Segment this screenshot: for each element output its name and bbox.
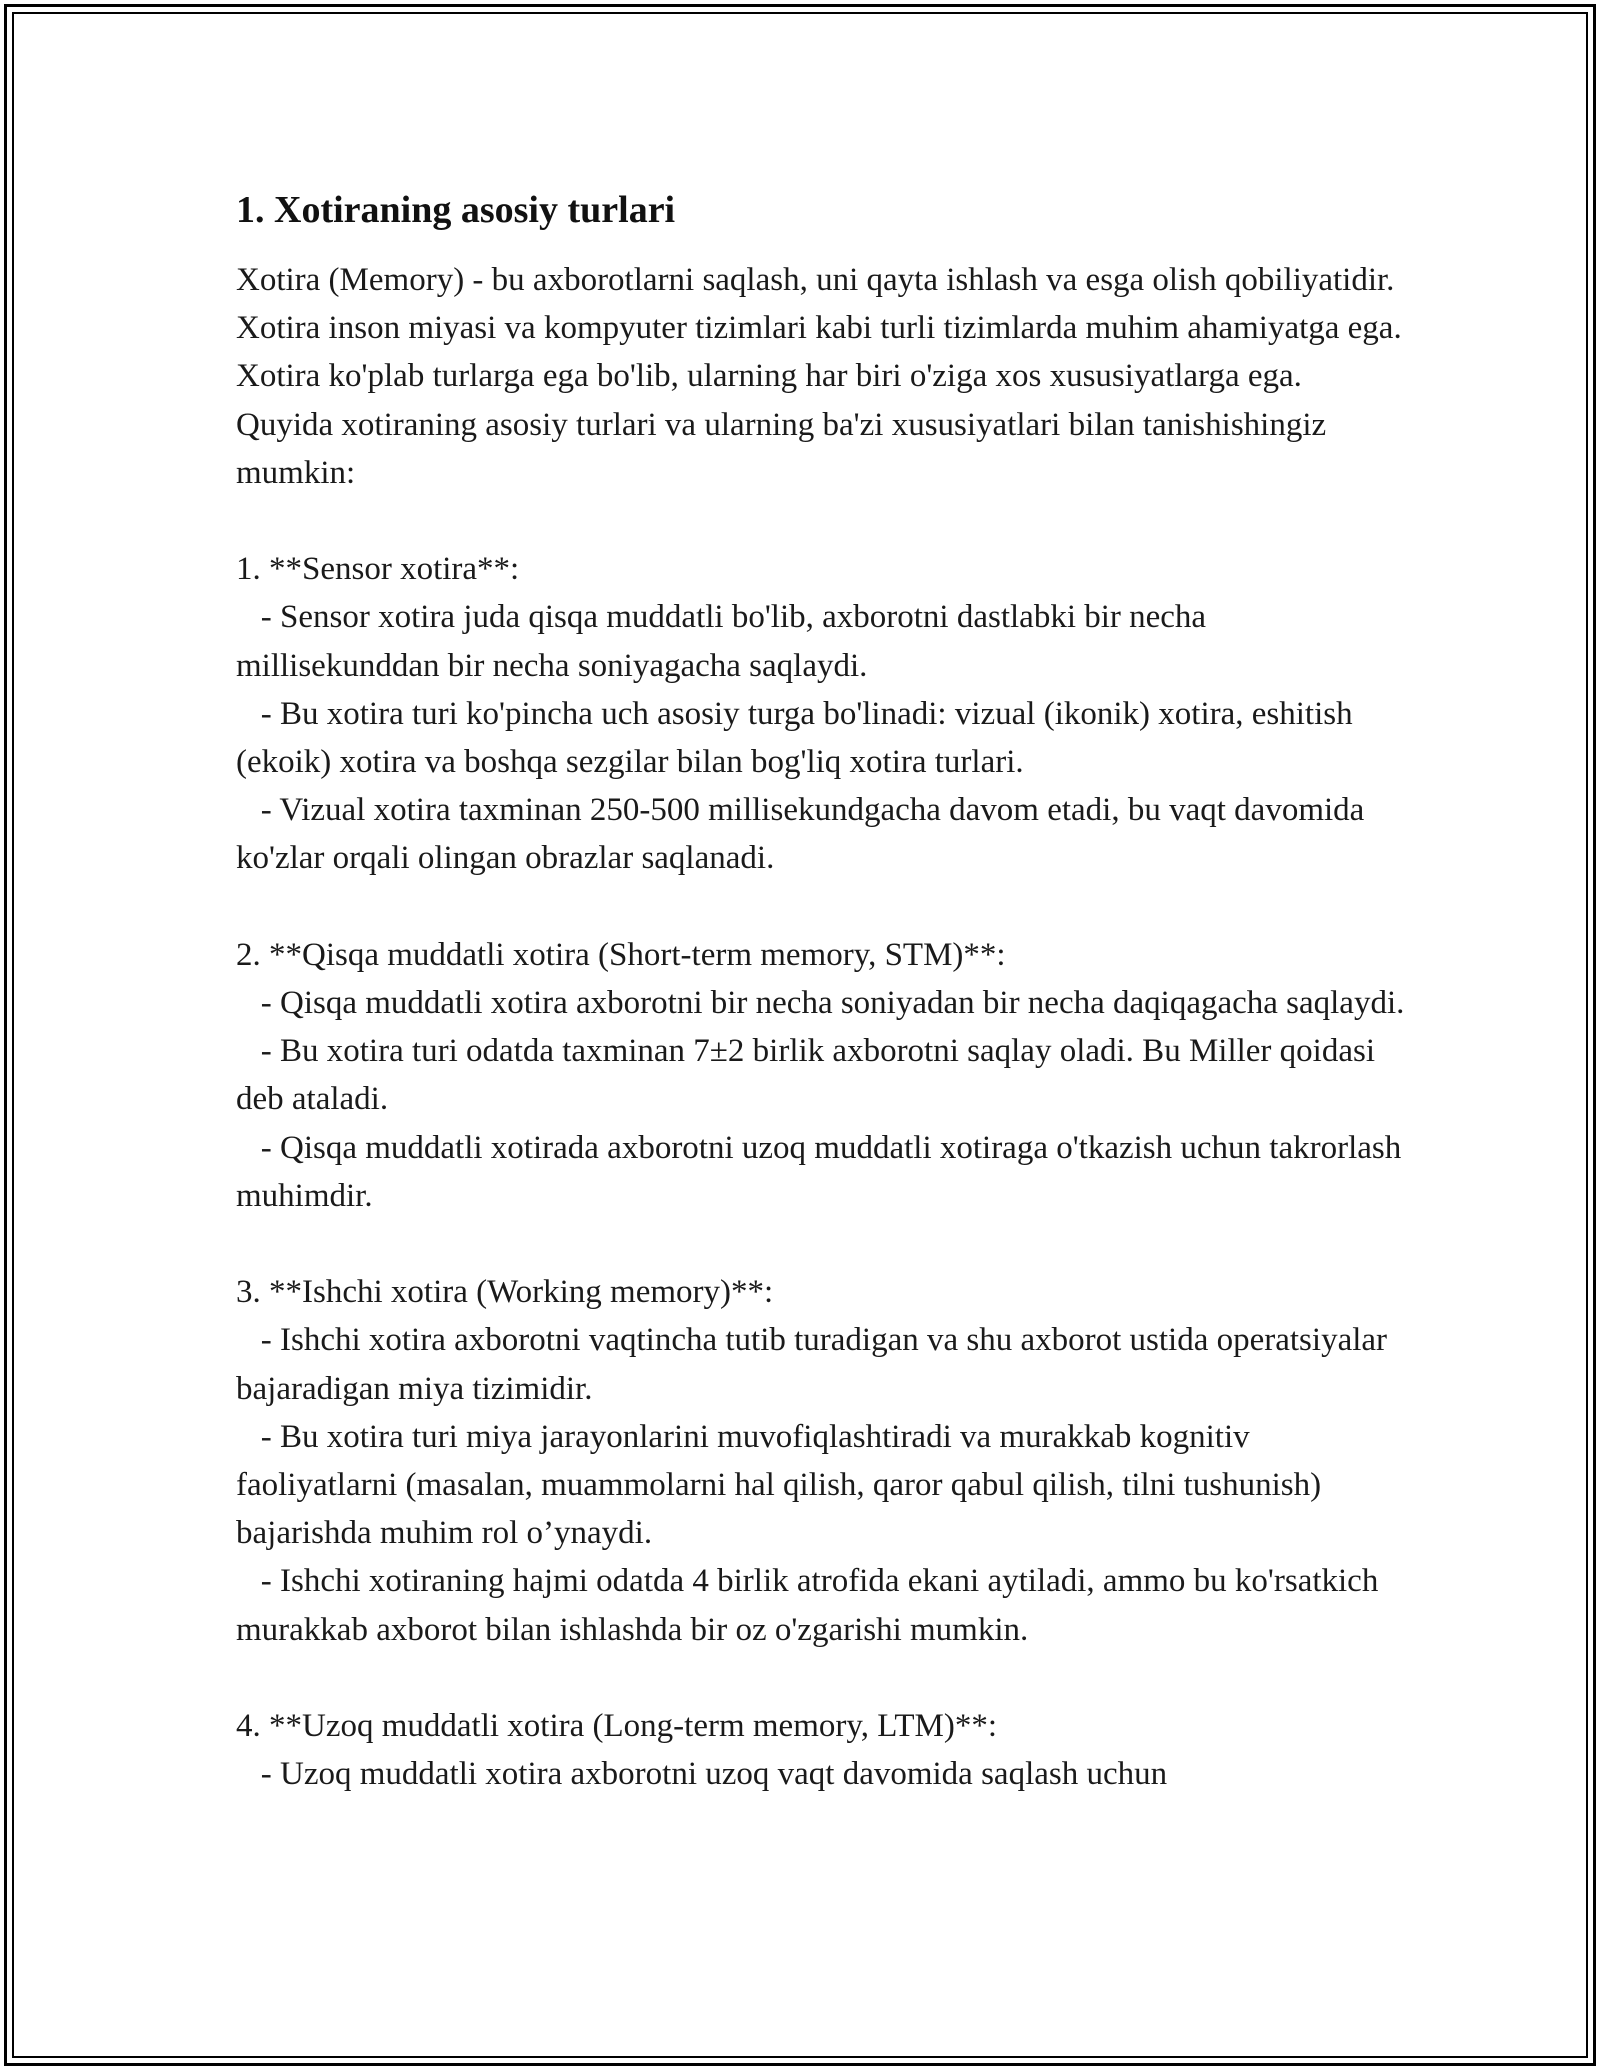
bullet-item: - Bu xotira turi miya jarayonlarini muvofiqlashtiradi va murakkab kognitiv faoliyatlarni (masalan, muammolarni hal qilish, qaror qabul qilish, tilni tushunish) bajarishda muhim rol o’ynaydi. bbox=[236, 1418, 1330, 1552]
section-short-term-memory bbox=[236, 931, 1410, 1220]
bullet-item: - Sensor xotira juda qisqa muddatli bo'lib, axborotni dastlabki bir necha millisekunddan bir necha soniyagacha saqlaydi. bbox=[236, 599, 1215, 684]
document-body bbox=[236, 186, 1410, 1798]
bullet-item: - Qisqa muddatli xotira axborotni bir necha soniyadan bir necha daqiqagacha saqlaydi. bbox=[236, 985, 1405, 1022]
bullet-item: - Ishchi xotiraning hajmi odatda 4 birlik atrofida ekani aytiladi, ammo bu ko'rsatkich murakkab axborot bilan ishlashda bir oz o'zgarishi mumkin. bbox=[236, 1563, 1387, 1648]
bullet-item: - Vizual xotira taxminan 250-500 millisekundgacha davom etadi, bu vaqt davomida ko'zlar orqali olingan obrazlar saqlanadi. bbox=[236, 792, 1373, 877]
section-heading: 1. **Sensor xotira**: bbox=[236, 551, 520, 588]
section-working-memory bbox=[236, 1268, 1406, 1654]
document-title: 1. Xotiraning asosiy turlari bbox=[236, 189, 676, 231]
bullet-item: - Bu xotira turi odatda taxminan 7±2 birlik axborotni saqlay oladi. Bu Miller qoidasi deb ataladi. bbox=[236, 1033, 1384, 1118]
section-heading: 4. **Uzoq muddatli xotira (Long-term memory, LTM)**: bbox=[236, 1708, 997, 1745]
section-heading: 2. **Qisqa muddatli xotira (Short-term memory, STM)**: bbox=[236, 936, 1006, 973]
intro-paragraph: Xotira (Memory) - bu axborotlarni saqlash, uni qayta ishlash va esga olish qobiliyatidir. Xotira inson miyasi va kompyuter tizimlari kabi turli tizimlarda muhim ahamiyatga ega. Xotira ko'plab turlarga ega bo'lib, ularning har biri o'ziga xos xususiyatlarga ega. Quyida xotiraning asosiy turlari va ularning ba'zi xususiyatlari bilan tanishishingiz mumkin: bbox=[236, 262, 1410, 491]
bullet-item: - Ishchi xotira axborotni vaqtincha tutib turadigan va shu axborot ustida operatsiyalar bajaradigan miya tizimidir. bbox=[236, 1322, 1396, 1407]
bullet-item: - Uzoq muddatli xotira axborotni uzoq vaqt davomida saqlash uchun bbox=[236, 1756, 1168, 1793]
bullet-item: - Qisqa muddatli xotirada axborotni uzoq muddatli xotiraga o'tkazish uchun takrorlash muhimdir. bbox=[236, 1129, 1410, 1214]
section-long-term-memory bbox=[236, 1702, 1406, 1798]
section-heading: 3. **Ishchi xotira (Working memory)**: bbox=[236, 1274, 774, 1311]
spacer bbox=[236, 883, 1406, 931]
spacer bbox=[236, 1654, 1406, 1702]
spacer bbox=[236, 497, 1406, 545]
spacer bbox=[236, 1220, 1406, 1268]
section-sensor-memory bbox=[236, 545, 1406, 882]
bullet-item: - Bu xotira turi ko'pincha uch asosiy turga bo'linadi: vizual (ikonik) xotira, eshitish (ekoik) xotira va boshqa sezgilar bilan bog'liq xotira turlari. bbox=[236, 695, 1361, 781]
